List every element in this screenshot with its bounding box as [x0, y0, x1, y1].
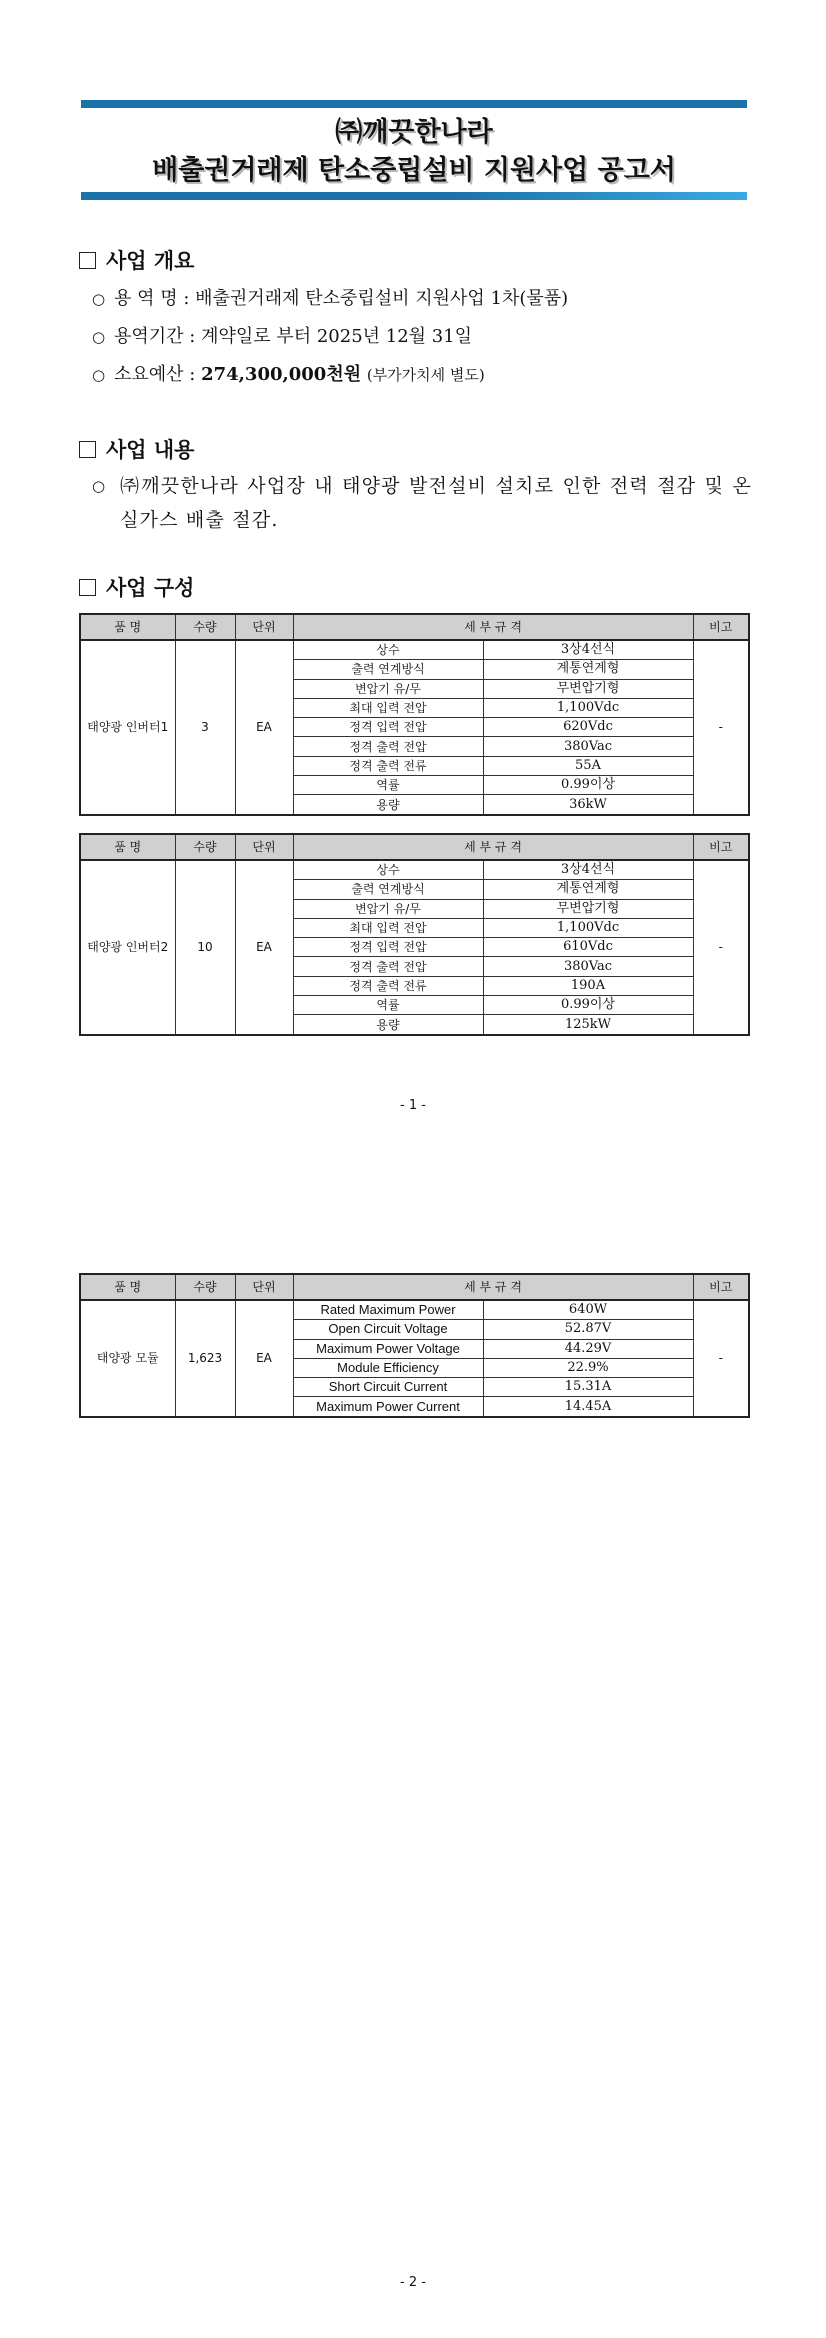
- spec-value: 44.29V: [483, 1339, 693, 1358]
- section-heading-composition: 사업 구성: [79, 572, 194, 602]
- item-qty: 1,623: [175, 1300, 235, 1417]
- spec-label: Rated Maximum Power: [293, 1300, 483, 1320]
- spec-value: 계통연계형: [483, 660, 693, 679]
- table-header-row: [80, 614, 749, 640]
- title-company: ㈜깨끗한나라: [335, 117, 493, 148]
- spec-label: 정격 출력 전류: [293, 756, 483, 775]
- item-name: 태양광 모듈: [80, 1300, 175, 1417]
- spec-label: Open Circuit Voltage: [293, 1320, 483, 1339]
- circle-bullet-icon: ○: [92, 366, 106, 384]
- table-row: [80, 1300, 749, 1320]
- title-banner: [81, 100, 747, 200]
- spec-label: 정격 출력 전압: [293, 737, 483, 756]
- table-header-row: [80, 834, 749, 860]
- table-row: [80, 640, 749, 660]
- spec-value: 620Vdc: [483, 718, 693, 737]
- spec-value: 계통연계형: [483, 880, 693, 899]
- item-unit: EA: [235, 640, 293, 815]
- header-unit: 단위: [235, 834, 293, 860]
- spec-value: 무변압기형: [483, 679, 693, 698]
- spec-value: 14.45A: [483, 1397, 693, 1417]
- spec-label: 정격 출력 전류: [293, 976, 483, 995]
- spec-value: 52.87V: [483, 1320, 693, 1339]
- spec-value: 무변압기형: [483, 899, 693, 918]
- spec-label: 출력 연계방식: [293, 880, 483, 899]
- section-heading-content: 사업 내용: [79, 434, 194, 464]
- circle-bullet-icon: ○: [92, 328, 106, 346]
- circle-bullet-icon: ○: [92, 290, 106, 308]
- spec-label: Maximum Power Voltage: [293, 1339, 483, 1358]
- page-number: - 2 -: [400, 2275, 426, 2290]
- spec-table-module: [79, 1273, 750, 1418]
- spec-value: 190A: [483, 976, 693, 995]
- item-unit: EA: [235, 860, 293, 1035]
- overview-item-name: ○ 용 역 명 : 배출권거래제 탄소중립설비 지원사업 1차(물품): [92, 288, 569, 309]
- spec-value: 0.99이상: [483, 776, 693, 795]
- title-top-rule: [81, 100, 747, 108]
- spec-table-inverter2: [79, 833, 750, 1036]
- header-name: 품 명: [80, 614, 175, 640]
- item-unit: EA: [235, 1300, 293, 1417]
- header-unit: 단위: [235, 1274, 293, 1300]
- item-note: -: [693, 860, 749, 1035]
- spec-value: 640W: [483, 1300, 693, 1320]
- header-name: 품 명: [80, 834, 175, 860]
- header-note: 비고: [693, 834, 749, 860]
- spec-label: 정격 출력 전압: [293, 957, 483, 976]
- spec-value: 610Vdc: [483, 938, 693, 957]
- spec-value: 0.99이상: [483, 996, 693, 1015]
- page-2: [0, 1200, 826, 2338]
- header-note: 비고: [693, 1274, 749, 1300]
- checkbox-square-icon: [79, 579, 96, 596]
- circle-bullet-icon: ○: [92, 477, 106, 495]
- spec-label: 정격 입력 전압: [293, 718, 483, 737]
- spec-label: Maximum Power Current: [293, 1397, 483, 1417]
- spec-label: 변압기 유/무: [293, 679, 483, 698]
- header-unit: 단위: [235, 614, 293, 640]
- spec-label: 상수: [293, 860, 483, 880]
- spec-label: 용량: [293, 795, 483, 815]
- table-header-row: [80, 1274, 749, 1300]
- title-bottom-rule: [81, 192, 747, 200]
- spec-value: 380Vac: [483, 737, 693, 756]
- item-name: 태양광 인버터1: [80, 640, 175, 815]
- spec-label: 출력 연계방식: [293, 660, 483, 679]
- header-qty: 수량: [175, 834, 235, 860]
- spec-label: 최대 입력 전압: [293, 698, 483, 717]
- spec-value: 22.9%: [483, 1358, 693, 1377]
- checkbox-square-icon: [79, 252, 96, 269]
- spec-table-inverter1: [79, 613, 750, 816]
- spec-label: 역률: [293, 996, 483, 1015]
- spec-value: 380Vac: [483, 957, 693, 976]
- spec-label: 최대 입력 전압: [293, 918, 483, 937]
- spec-value: 125kW: [483, 1015, 693, 1035]
- spec-value: 15.31A: [483, 1378, 693, 1397]
- header-qty: 수량: [175, 1274, 235, 1300]
- content-paragraph: ○ ㈜깨끗한나라 사업장 내 태양광 발전설비 설치로 인한 전력 절감 및 온실가스 배출 절감.: [92, 469, 752, 537]
- table-row: [80, 860, 749, 880]
- spec-value: 55A: [483, 756, 693, 775]
- document-title: [81, 108, 747, 192]
- item-name: 태양광 인버터2: [80, 860, 175, 1035]
- header-spec: 세 부 규 격: [293, 614, 693, 640]
- overview-item-budget: ○ 소요예산 : 274,300,000천원 (부가가치세 별도): [92, 364, 485, 385]
- overview-item-period: ○ 용역기간 : 계약일로 부터 2025년 12월 31일: [92, 326, 473, 347]
- item-note: -: [693, 640, 749, 815]
- checkbox-square-icon: [79, 441, 96, 458]
- spec-value: 1,100Vdc: [483, 698, 693, 717]
- spec-value: 3상4선식: [483, 640, 693, 660]
- spec-label: 용량: [293, 1015, 483, 1035]
- item-qty: 10: [175, 860, 235, 1035]
- header-spec: 세 부 규 격: [293, 834, 693, 860]
- title-subject: 배출권거래제 탄소중립설비 지원사업 공고서: [152, 155, 676, 186]
- header-name: 품 명: [80, 1274, 175, 1300]
- spec-label: 변압기 유/무: [293, 899, 483, 918]
- spec-label: 정격 입력 전압: [293, 938, 483, 957]
- page-number: - 1 -: [400, 1098, 426, 1113]
- spec-value: 36kW: [483, 795, 693, 815]
- spec-label: 역률: [293, 776, 483, 795]
- header-note: 비고: [693, 614, 749, 640]
- spec-label: 상수: [293, 640, 483, 660]
- header-spec: 세 부 규 격: [293, 1274, 693, 1300]
- header-qty: 수량: [175, 614, 235, 640]
- spec-value: 1,100Vdc: [483, 918, 693, 937]
- section-heading-overview: 사업 개요: [79, 245, 194, 275]
- spec-value: 3상4선식: [483, 860, 693, 880]
- item-note: -: [693, 1300, 749, 1417]
- item-qty: 3: [175, 640, 235, 815]
- spec-label: Module Efficiency: [293, 1358, 483, 1377]
- spec-label: Short Circuit Current: [293, 1378, 483, 1397]
